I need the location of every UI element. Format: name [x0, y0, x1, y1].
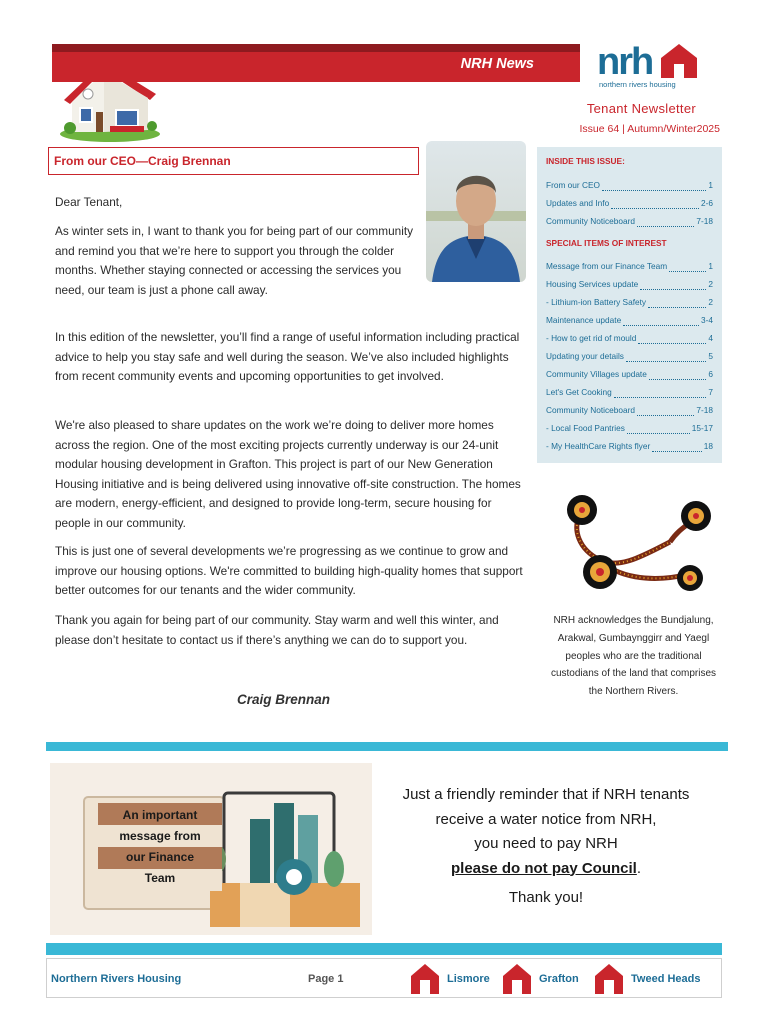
- toc-item[interactable]: Community Noticeboard 7-18: [546, 216, 713, 226]
- toc-special-item[interactable]: - Lithium-ion Battery Safety 2: [546, 297, 713, 307]
- footer-location-tweed-heads: Tweed Heads: [595, 963, 701, 995]
- ceo-paragraph-1: As winter sets in, I want to thank you for being part of our community and remind you that we’re here to support you through the colder months. Whether staying connected or accessing the services you need, our team is just a phone call away.: [55, 224, 414, 297]
- house-logo-icon: [595, 964, 623, 994]
- ceo-paragraph-3: We're also pleased to share updates on the work we’re doing to deliver more homes across the region. One of the most exciting projects currently underway is our 24-unit modular housing development in Grafton. This project is part of our New Generation Housing initiative and is being delivered using innovative off-site construction. The homes are modern, energy-efficient, and designed to provide long-term, secure housing for people in our community.: [55, 418, 521, 530]
- toc-special-item[interactable]: - Local Food Pantries 15-17: [546, 423, 713, 433]
- toc-special-item[interactable]: - How to get rid of mould 4: [546, 333, 713, 343]
- logo-house-icon: [661, 44, 697, 78]
- toc-special-item[interactable]: Let's Get Cooking 7: [546, 387, 713, 397]
- ceo-heading: From our CEO—Craig Brennan: [48, 147, 419, 175]
- aboriginal-dot-artwork: [560, 490, 716, 602]
- special-items-heading: SPECIAL ITEMS OF INTEREST: [546, 238, 667, 248]
- water-notice-reminder: [378, 783, 714, 881]
- inside-heading: INSIDE THIS ISSUE:: [546, 156, 625, 166]
- house-logo-icon: [503, 964, 531, 994]
- tenant-newsletter-label: Tenant Newsletter: [586, 101, 696, 116]
- reminder-line-3: you need to pay NRH: [474, 835, 618, 852]
- toc-special-item[interactable]: - My HealthCare Rights flyer 18: [546, 441, 713, 451]
- reminder-line-1: Just a friendly reminder that if NRH tenants: [402, 786, 690, 803]
- reminder-line-4: please do not pay Council.: [450, 859, 642, 877]
- toc-special-item[interactable]: Maintenance update 3-4: [546, 315, 713, 325]
- ceo-signature: Craig Brennan: [237, 692, 331, 707]
- section-divider: [46, 742, 728, 751]
- footer: [46, 958, 722, 998]
- reminder-emphasis: please do not pay Council: [450, 859, 637, 877]
- logo-subtitle: northern rivers housing: [599, 80, 676, 89]
- header-banner: [52, 44, 580, 82]
- inside-this-issue-panel: [537, 147, 722, 463]
- ceo-greeting: Dear Tenant,: [55, 195, 123, 209]
- ceo-paragraph-2: In this edition of the newsletter, you’ll find a range of useful information including practical advice to help you stay safe and well during the season. We’ve also included highlights from recent community events and upcoming opportunities to get involved.: [55, 330, 520, 383]
- toc-special-item[interactable]: Updating your details 5: [546, 351, 713, 361]
- toc-special-item[interactable]: Community Noticeboard 7-18: [546, 405, 713, 415]
- footer-location-grafton: Grafton: [503, 963, 579, 995]
- finance-img-line-2: message from: [119, 829, 201, 843]
- thank-you-text: Thank you!: [508, 889, 584, 906]
- reminder-line-2: receive a water notice from NRH,: [435, 810, 657, 828]
- page-number: Page 1: [308, 973, 344, 985]
- ceo-photo: [426, 141, 526, 282]
- finance-img-line-4: Team: [144, 871, 176, 885]
- newsletter-title: NRH News: [460, 56, 534, 72]
- ceo-paragraph-4: This is just one of several developments we’re progressing as we continue to grow and improve our housing options. We're committed to building high-quality homes that support better outcomes for our tenants and the wider community.: [55, 544, 523, 597]
- finance-img-line-1: An important: [122, 808, 198, 822]
- logo-letters: nrh: [597, 41, 653, 83]
- finance-img-line-3: our Finance: [125, 850, 195, 864]
- header-banner-shade: [52, 44, 580, 52]
- nrh-logo: [597, 42, 699, 90]
- footer-divider: [46, 943, 722, 955]
- toc-item[interactable]: Updates and Info 2-6: [546, 198, 713, 208]
- issue-label: Issue 64 | Autumn/Winter2025: [579, 123, 720, 135]
- toc-item[interactable]: From our CEO 1: [546, 180, 713, 190]
- acknowledgement-of-country: NRH acknowledges the Bundjalung, Arakwal, Gumbaynggirr and Yaegl peoples who are the traditional custodians of the land that comprises the Northern Rivers.: [550, 615, 717, 698]
- toc-special-item[interactable]: Message from our Finance Team 1: [546, 261, 713, 271]
- finance-team-illustration: [50, 763, 372, 935]
- house-logo-icon: [411, 964, 439, 994]
- footer-org-name: Northern Rivers Housing: [51, 973, 182, 985]
- footer-location-lismore: Lismore: [411, 963, 490, 995]
- ceo-paragraph-5: Thank you again for being part of our community. Stay warm and well this winter, and please don’t hesitate to contact us if there’s anything we can do to support you.: [55, 613, 499, 647]
- toc-special-item[interactable]: Housing Services update 2: [546, 279, 713, 289]
- toc-special-item[interactable]: Community Villages update 6: [546, 369, 713, 379]
